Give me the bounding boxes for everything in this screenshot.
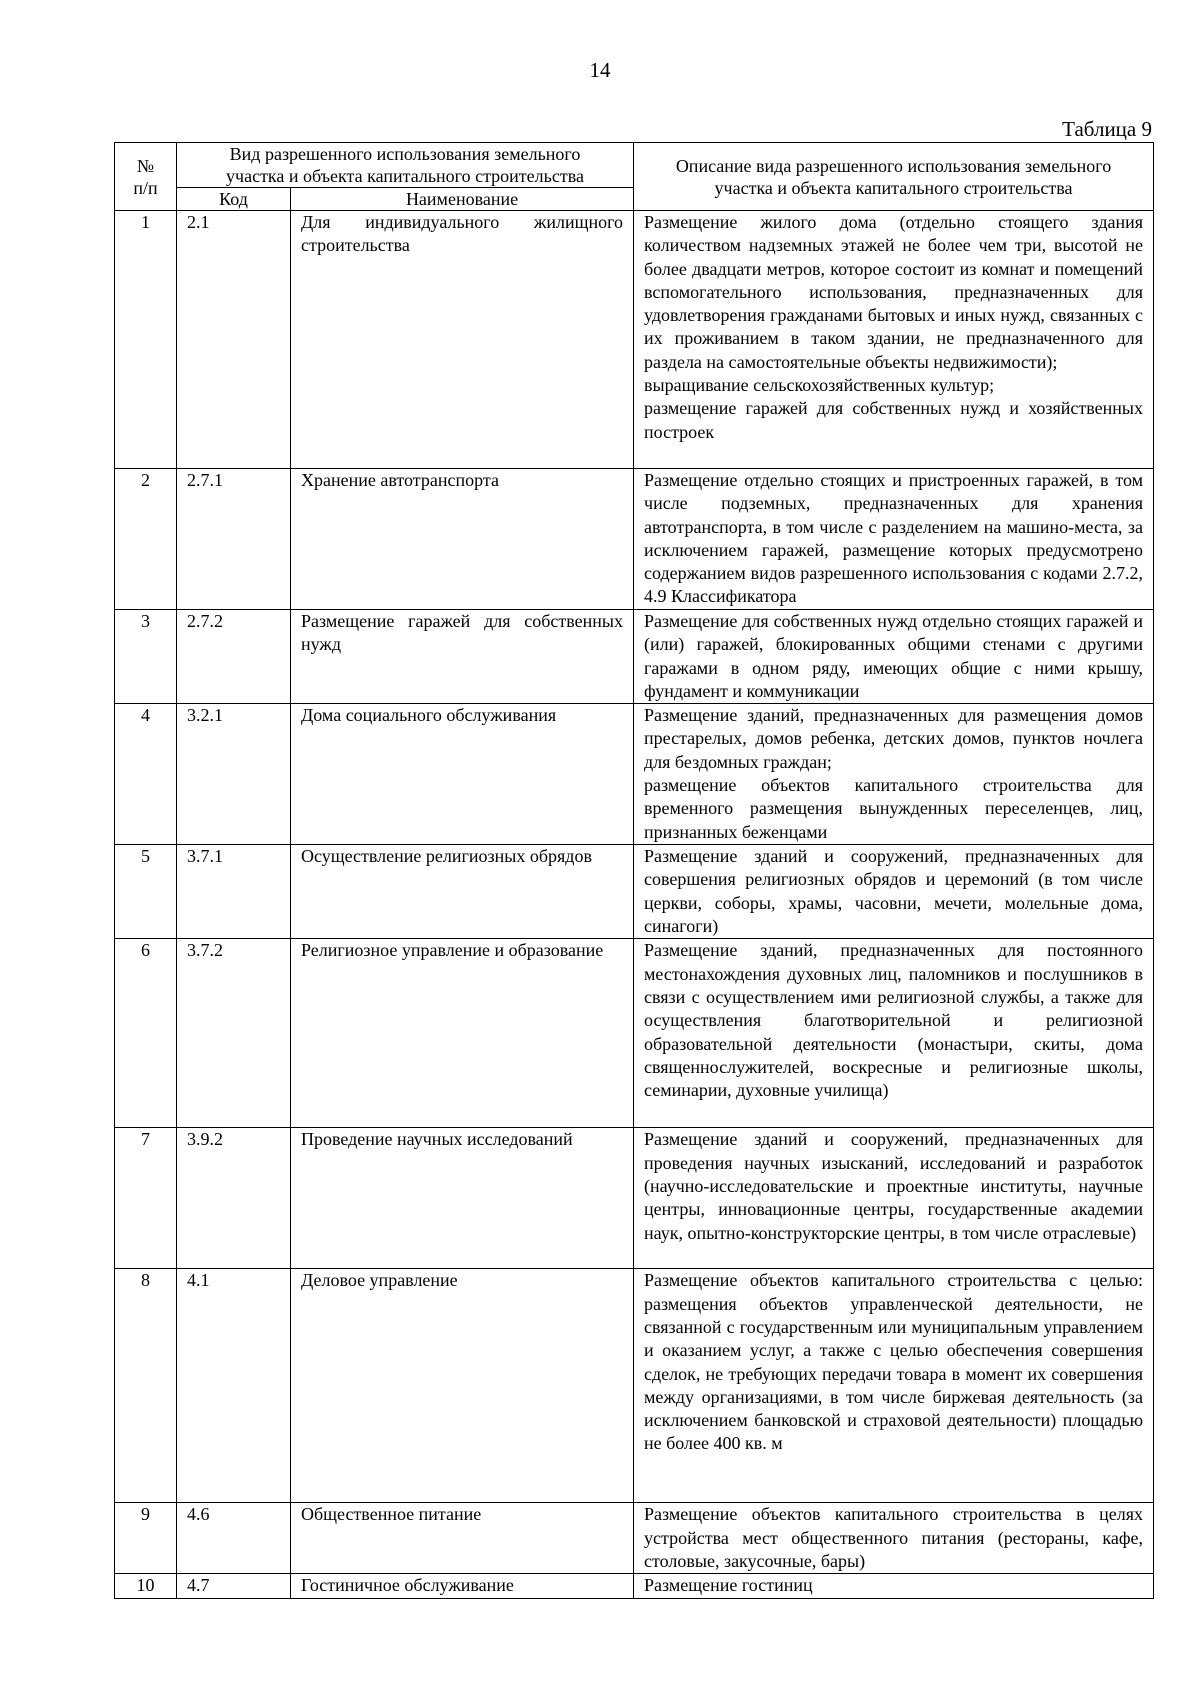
row-description-paragraph: Размещение жилого дома (отдельно стоящего здания количеством надземных этажей не более чем три, высотой не более двадцати метров, которое состоит из комнат и помещений вспомогательного использования, предназначенных для удовлетворения гражданами бытовых и иных нужд, связанных с их проживанием в таком здании, не предназначенного для раздела на самостоятельные объекты недвижимости); [644,212,1144,372]
row-name: Осуществление религиозных обрядов [291,845,634,939]
table-caption: Таблица 9 [1062,117,1152,141]
row-name: Деловое управление [291,1269,634,1503]
header-code-label: Код [219,189,248,209]
row-code: 3.2.1 [177,704,291,845]
header-use-type-group-label: Вид разрешенного использования земельного участка и объекта капитального строительства [226,144,584,186]
row-description-paragraph: размещение гаражей для собственных нужд и хозяйственных построек [644,398,1144,442]
row-code: 4.7 [177,1574,291,1598]
row-name: Гостиничное обслуживание [291,1574,634,1598]
row-code: 2.7.2 [177,610,291,704]
table-body [115,211,1154,1599]
row-code: 3.9.2 [177,1128,291,1269]
header-number [115,143,177,211]
row-name: Дома социального обслуживания [291,704,634,845]
table-row [115,704,1154,845]
table-row [115,1128,1154,1269]
header-name-label: Наименование [405,189,519,209]
header-use-type-group [177,143,634,188]
row-number: 1 [115,211,177,469]
row-number: 6 [115,939,177,1128]
row-description [634,939,1154,1128]
row-description-paragraph: размещение объектов капитального строительства для временного размещения вынужденных переселенцев, лиц, признанных беженцами [644,775,1144,842]
header-description [634,143,1154,211]
row-number: 4 [115,704,177,845]
table-row [115,610,1154,704]
row-number: 7 [115,1128,177,1269]
row-description [634,1128,1154,1269]
row-code: 2.1 [177,211,291,469]
table-row [115,1574,1154,1598]
row-number: 2 [115,469,177,610]
row-code: 4.1 [177,1269,291,1503]
row-number: 3 [115,610,177,704]
page-number: 14 [589,58,611,82]
header-description-label: Описание вида разрешенного использования земельного участка и объекта капитального строительства [675,155,1112,198]
row-description-paragraph: Размещение зданий, предназначенных для размещения домов престарелых, домов ребенка, детских домов, пунктов ночлега для бездомных граждан; [644,705,1144,772]
table-row [115,1503,1154,1574]
table-row [115,845,1154,939]
row-description [634,704,1154,845]
row-number: 5 [115,845,177,939]
row-code: 2.7.1 [177,469,291,610]
row-name: Проведение научных исследований [291,1128,634,1269]
row-description [634,469,1154,610]
row-description [634,845,1154,939]
row-number: 10 [115,1574,177,1598]
row-description-paragraph: Размещение отдельно стоящих и пристроенных гаражей, в том числе подземных, предназначенных для хранения автотранспорта, в том числе с разделением на машино-места, за исключением гаражей, размещение которых предусмотрено содержанием видов разрешенного использования с кодами 2.7.2, 4.9 Классификатора [644,470,1144,607]
row-description [634,1503,1154,1574]
row-description-paragraph: Размещение для собственных нужд отдельно стоящих гаражей и (или) гаражей, блокированных общими стенами с другими гаражами в одном ряду, имеющих общие с ними крышу, фундамент и коммуникации [644,611,1144,701]
row-description-paragraph: Размещение зданий, предназначенных для постоянного местонахождения духовных лиц, паломников и послушников в связи с осуществлением ими религиозной службы, а также для осуществления благотворительной и религиозной образовательной деятельности (монастыри, скиты, дома священнослужителей, воскресные и религиозные школы, семинарии, духовные училища) [644,940,1144,1101]
row-description-paragraph: выращивание сельскохозяйственных культур; [644,375,995,396]
table-row [115,1269,1154,1503]
header-name [291,188,634,211]
row-name: Религиозное управление и образование [291,939,634,1128]
row-code: 3.7.1 [177,845,291,939]
row-name: Общественное питание [291,1503,634,1574]
header-code [177,188,291,211]
row-number: 9 [115,1503,177,1574]
land-use-table [114,142,1154,1599]
table-row [115,469,1154,610]
row-description-paragraph: Размещение зданий и сооружений, предназначенных для совершения религиозных обрядов и церемоний (в том числе церкви, соборы, храмы, часовни, мечети, молельные дома, синагоги) [644,846,1144,937]
row-description-paragraph: Размещение гостиниц [644,1575,813,1596]
row-description [634,211,1154,469]
row-name: Для индивидуального жилищного строительства [291,211,634,469]
header-number-label: № п/п [133,155,158,198]
row-name: Хранение автотранспорта [291,469,634,610]
row-code: 4.6 [177,1503,291,1574]
table-row [115,939,1154,1128]
row-description [634,610,1154,704]
row-description-paragraph: Размещение объектов капитального строительства в целях устройства мест общественного питания (рестораны, кафе, столовые, закусочные, бары) [644,1504,1144,1571]
table-row [115,211,1154,469]
row-description-paragraph: Размещение зданий и сооружений, предназначенных для проведения научных изысканий, исследований и разработок (научно-исследовательские и проектные институты, научные центры, инновационные центры, государственные академии наук, опытно-конструкторские центры, в том числе отраслевые) [644,1129,1144,1243]
row-description [634,1269,1154,1503]
row-description [634,1574,1154,1598]
row-name: Размещение гаражей для собственных нужд [291,610,634,704]
row-number: 8 [115,1269,177,1503]
row-description-paragraph: Размещение объектов капитального строительства с целью: размещения объектов управленческой деятельности, не связанной с государственным или муниципальным управлением и оказанием услуг, а также с целью обеспечения совершения сделок, не требующих передачи товара в момент их совершения между организациями, в том числе биржевая деятельность (за исключением банковской и страховой деятельности) площадью не более 400 кв. м [644,1270,1144,1454]
row-code: 3.7.2 [177,939,291,1128]
